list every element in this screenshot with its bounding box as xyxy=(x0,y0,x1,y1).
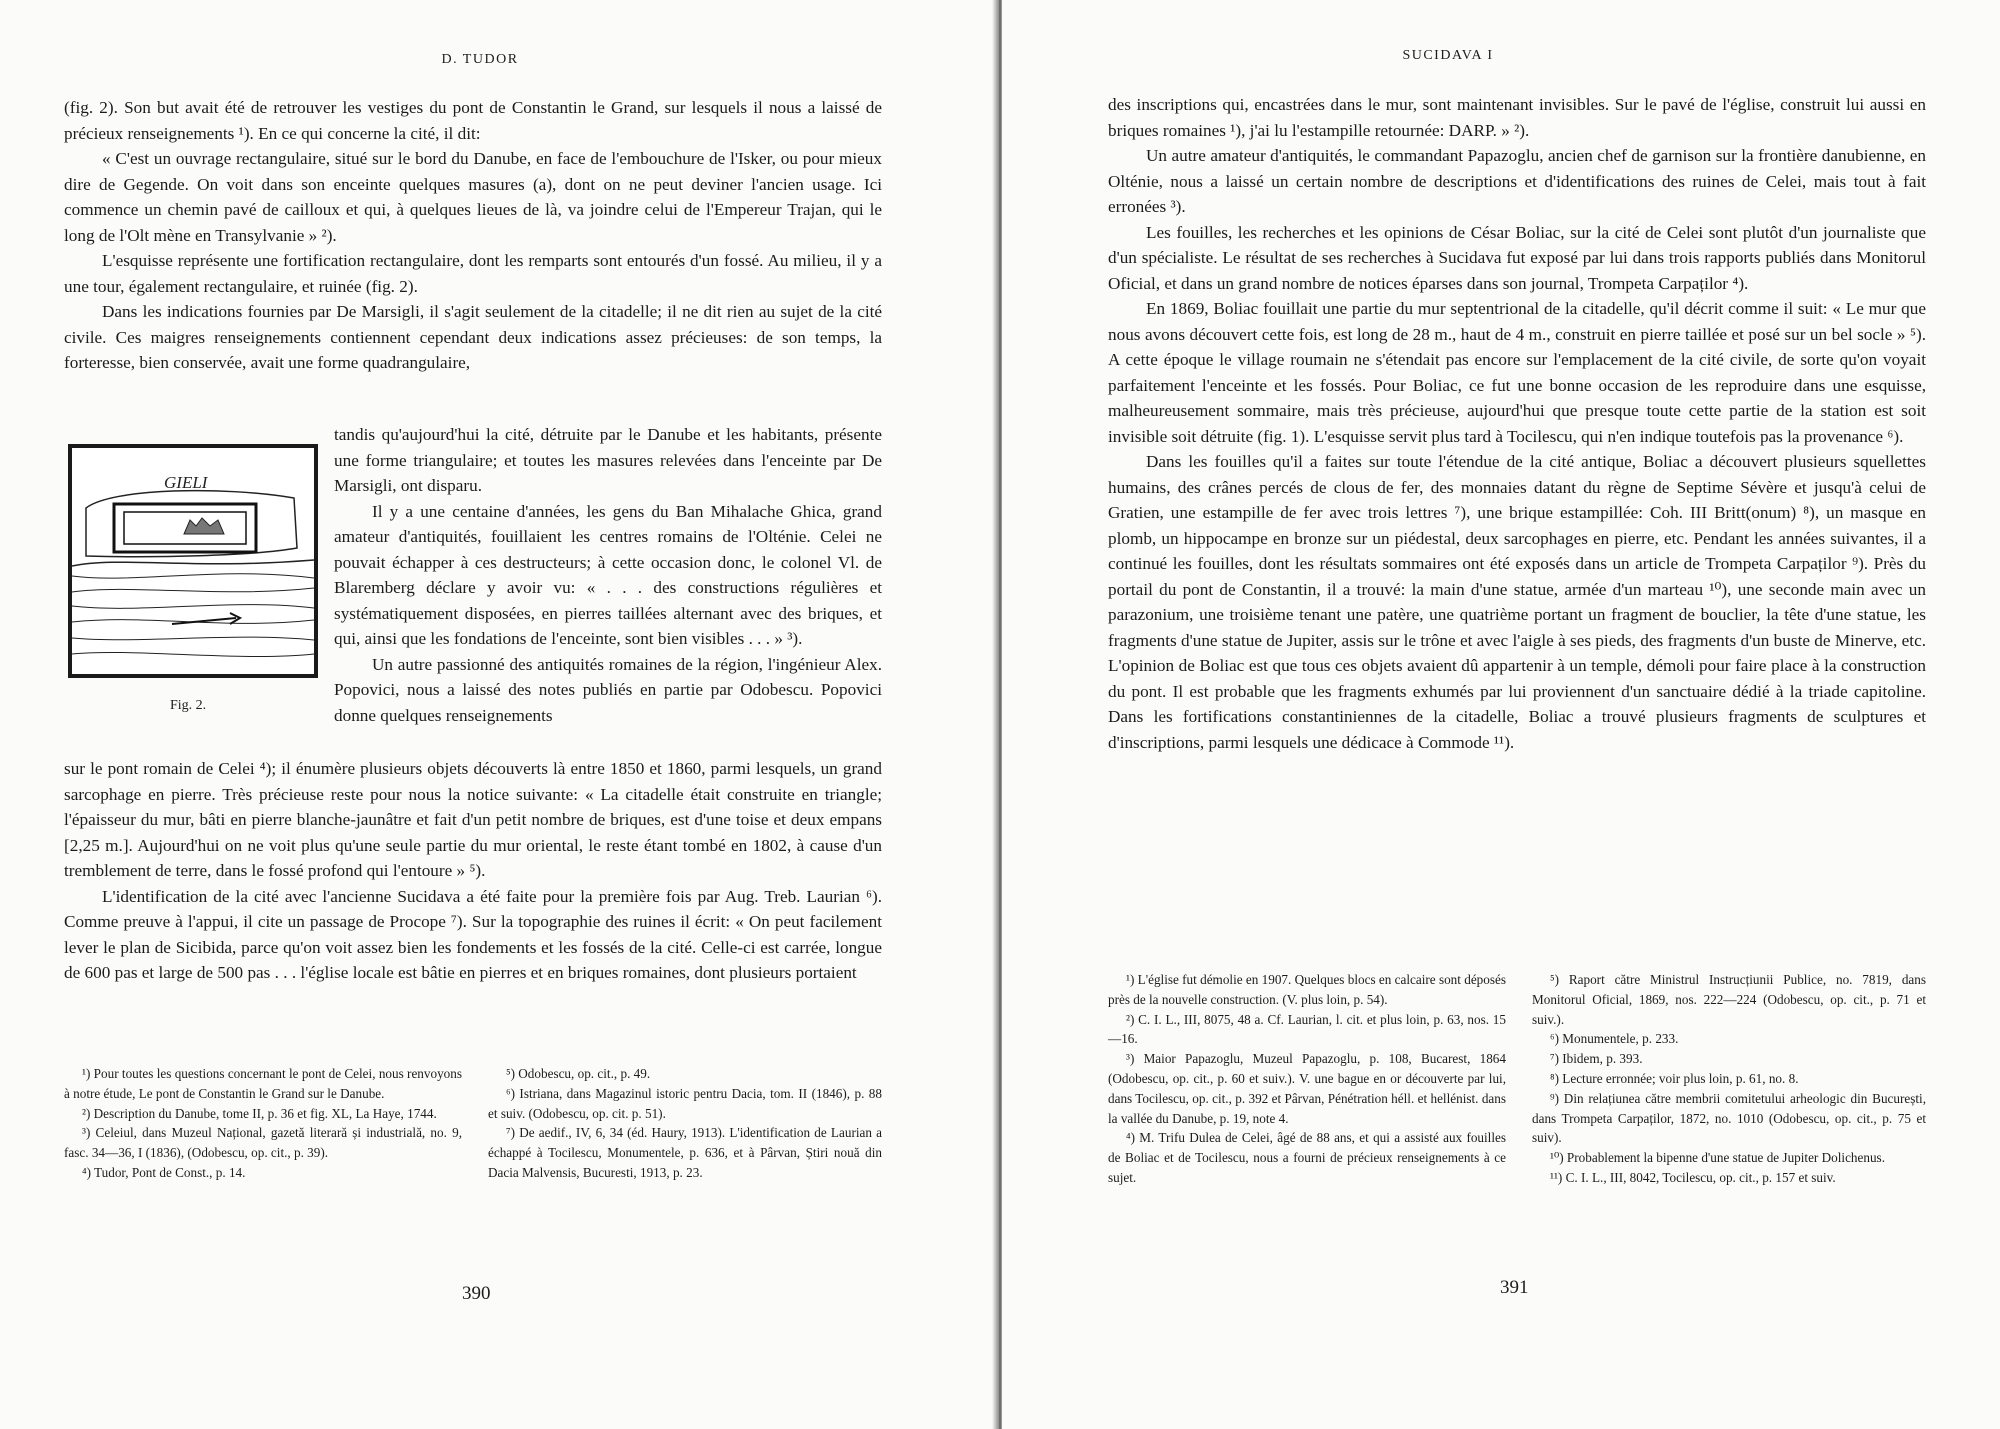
paragraph: (fig. 2). Son but avait été de retrouver les vestiges du pont de Constantin le Grand, sur lesquels il nous a laissé de précieux renseignements ¹). En ce qui concerne la cité, il dit: xyxy=(64,98,882,143)
paragraph: « C'est un ouvrage rectangulaire, situé sur le bord du Danube, en face de l'embouchure de l'Isker, ou pour mieux dire de Gegende. On voit dans son enceinte quelques masures (a), dont on ne peut deviner l'ancien usage. Ici commence un chemin pavé de cailloux et qui, à quelques lieues de là, va joindre celui de l'Empereur Trajan, qui le long de l'Olt mène en Transylvanie » ²). xyxy=(64,149,882,245)
footnote: ¹) Pour toutes les questions concernant le pont de Celei, nous renvoyons à notre étude, Le pont de Constantin le Grand sur le Danube. xyxy=(64,1066,462,1101)
paragraph: En 1869, Boliac fouillait une partie du mur septentrional de la citadelle, qu'il décrit comme il suit: « Le mur que nous avons découvert cette fois, est long de 28 m., haut de 4 m., construit en pierre taillée et posé sur un bel socle » ⁵). A cette époque le village roumain ne s'étendait pas encore sur l'emplacement de la cité civile, de sorte qu'on voyait parfaitement l'enceinte et les fossés. Pour Boliac, ce fut une bonne occasion de les reproduire dans une esquisse, malheureusement sommaire, mais très précieuse, aujourd'hui que presque toute cette partie de la station est soit invisible soit détruite (fig. 1). L'esquisse servit plus tard à Tocilescu, qui n'en indique toutefois pas la provenance ⁶). xyxy=(1108,299,1926,446)
figure-caption: Fig. 2. xyxy=(170,698,207,713)
footnote: ³) Maior Papazoglu, Muzeul Papazoglu, p. 108, Bucarest, 1864 (Odobescu, op. cit., p. 60 et suiv.). V. une bague en or découverte par lui, dans Tocilescu, op. cit., p. 392 et Pârvan, Pénétration héll. et hellénist. dans la vallée du Danube, p. 19, note 4. xyxy=(1108,1051,1506,1126)
paragraph: Il y a une centaine d'années, les gens du Ban Mihalache Ghica, grand amateur d'antiquités, fouillaient les centres romains de l'Olténie. Celei ne pouvait échapper à ces destructeurs; à cette occasion donc, le colonel Vl. de Blaremberg déclare y avoir vu: « . . . des constructions régulières et systématiquement disposées, en pierres taillées alternant avec des briques, et qui, ainsi que les fondations de l'enceinte, sont bien visibles . . . » ³). xyxy=(334,501,882,648)
right-body xyxy=(1108,92,1926,755)
left-page xyxy=(0,0,998,1429)
footnote: ⁴) M. Trifu Dulea de Celei, âgé de 88 ans, et qui a assisté aux fouilles de Boliac et de Tocilescu, nous a fourni de précieux renseignements à ce sujet. xyxy=(1108,1130,1506,1185)
paragraph: des inscriptions qui, encastrées dans le mur, sont maintenant invisibles. Sur le pavé de l'église, construit lui aussi en briques romaines ¹), j'ai lu l'estampille retournée: DARP. » ²). xyxy=(1108,95,1926,140)
right-footnotes xyxy=(1108,970,1926,1270)
footnote: ⁵) Odobescu, op. cit., p. 49. xyxy=(506,1066,651,1081)
footnote: ²) Description du Danube, tome II, p. 36 et fig. XL, La Haye, 1744. xyxy=(82,1105,437,1121)
page-number-right: 391 xyxy=(1500,1277,1529,1298)
footnote: ⁹) Din relațiunea către membrii comitetului arheologic din București, dans Trompeta Carpaților, 1872, no. 1010 (Odobescu, op. cit., p. 75 et suiv). xyxy=(1532,1090,1926,1146)
footnote: ¹⁰) Probablement la bipenne d'une statue de Jupiter Dolichenus. xyxy=(1550,1150,1885,1166)
paragraph: Dans les fouilles qu'il a faites sur toute l'étendue de la cité antique, Boliac a découvert plusieurs squellettes humains, des crânes percés de clous de fer, des monnaies datant du règne de Septime Sévère et jusqu'à celui de Gratien, une estampille de fer avec trois lettres ⁷), une brique estampillée: Coh. III Britt(onum) ⁸), un masque en plomb, un hippocampe en bronze sur un piédestal, deux sarcophages en pierre, etc. Pendant les années suivantes, il a continué les fouilles, dont les résultats sommaires ont été exposés dans un article de Trompeta Carpaților ⁹). Près du portail du pont de Constantin, il a trouvé: la main d'une statue, armée d'un marteau ¹⁰), une seconde main avec un parazonium, une troisième tenant une patère, une quatrième portant un fragment de bouclier, la tête d'une statue, les fragments d'une statue de Jupiter, assis sur le trône et avec l'aigle à ses pieds, des fragments d'un buste de Minerve, etc. L'opinion de Boliac est que tous ces objets avaient dû appartenir à un temple, démoli pour faire place à la construction du pont. Il est probable que les fragments exhumés par lui proviennent d'un sanctuaire dédié à la triade capitoline. Dans les fortifications constantiniennes de la citadelle, Boliac a trouvé plusieurs fragments de sculptures et d'inscriptions, parmi lesquels une dédicace à Commode ¹¹). xyxy=(1108,452,1926,752)
right-page xyxy=(1002,0,2000,1429)
left-body-wrap xyxy=(334,422,882,728)
footnote-column-1 xyxy=(64,1064,462,1183)
footnote-column-1 xyxy=(1108,970,1506,1188)
left-footnotes xyxy=(64,1064,882,1264)
footnote: ³) Celeiul, dans Muzeul Național, gazetă literară și industrială, no. 9, fasc. 34—36, I (1836), (Odobescu, op. cit., p. 39). xyxy=(64,1125,462,1161)
footnote: ⁷) Ibidem, p. 393. xyxy=(1550,1051,1643,1067)
paragraph: Un autre amateur d'antiquités, le commandant Papazoglu, ancien chef de garnison sur la frontière danubienne, en Olténie, nous a laissé un certain nombre de descriptions et d'identifications des ruines de Celei, mais tout à fait erronées ³). xyxy=(1108,146,1926,216)
footnote: ⁴) Tudor, Pont de Const., p. 14. xyxy=(82,1164,246,1180)
footnote: ⁷) De aedif., IV, 6, 34 (éd. Haury, 1913). L'identification de Laurian a échappé à Tocilescu, Monumentele, p. 636, et à Pârvan, Știri nouă din Dacia Malvensis, Bucuresti, 1913, p. 23. xyxy=(488,1125,882,1180)
footnote-column-2 xyxy=(488,1064,882,1183)
paragraph: Dans les indications fournies par De Marsigli, il s'agit seulement de la citadelle; il ne dit rien au sujet de la cité civile. Ces maigres renseignements contiennent cependant deux indications assez précieuses: de son temps, la forteresse, bien conservée, avait une forme quadrangulaire, xyxy=(64,302,882,372)
left-body-top xyxy=(64,95,882,376)
footnote: ¹) L'église fut démolie en 1907. Quelques blocs en calcaire sont déposés près de la nouvelle construction. (V. plus loin, p. 54). xyxy=(1108,972,1506,1007)
running-head-left: D. TUDOR xyxy=(441,52,519,67)
footnote: ²) C. I. L., III, 8075, 48 a. Cf. Laurian, l. cit. et plus loin, p. 63, nos. 15—16. xyxy=(1108,1011,1506,1047)
page-number-left: 390 xyxy=(462,1283,491,1304)
paragraph: sur le pont romain de Celei ⁴); il énumère plusieurs objets découverts là entre 1850 et 1860, parmi lesquels, un grand sarcophage en pierre. Très précieuse reste pour nous la notice suivante: « La citadelle était construite en triangle; l'épaisseur du mur, bâti en pierre blanche-jaunâtre et fait d'un petit nombre de briques, est d'une toise et deux empans [2,25 m.]. Aujourd'hui on ne voit plus qu'une seule partie du mur oriental, le reste étant tombé en 1802, à cause d'un tremblement de terre, dans le fossé profond qui l'entoure » ⁵). xyxy=(64,759,882,880)
paragraph: Les fouilles, les recherches et les opinions de César Boliac, sur la cité de Celei sont plutôt d'un journaliste que d'un spécialiste. Le résultat de ses recherches à Sucidava fut exposé par lui dans trois rapports publiés dans Monitorul Oficial, et dans un grand nombre de notices éparses dans son journal, Trompeta Carpaților ⁴). xyxy=(1108,222,1926,293)
footnote-column-2 xyxy=(1532,970,1926,1188)
paragraph: L'esquisse représente une fortification rectangulaire, dont les remparts sont entourés d'un fossé. Au milieu, il y a une tour, également rectangulaire, et ruinée (fig. 2). xyxy=(64,251,882,296)
paragraph: Un autre passionné des antiquités romaines de la région, l'ingénieur Alex. Popovici, nous a laissé des notes publiés en partie par Odobescu. Popovici donne quelques renseignements xyxy=(334,654,882,725)
paragraph: tandis qu'aujourd'hui la cité, détruite par le Danube et les habitants, présente une forme triangulaire; et toutes les masures relevées dans l'enceinte par De Marsigli, ont disparu. xyxy=(334,425,882,495)
left-body-bottom xyxy=(64,756,882,986)
footnote: ⁶) Istriana, dans Magazinul istoric pentru Dacia, tom. II (1846), p. 88 et suiv. (Odobescu, op. cit. p. 51). xyxy=(488,1085,882,1121)
footnote: ⁸) Lecture erronnée; voir plus loin, p. 61, no. 8. xyxy=(1550,1070,1799,1086)
footnote: ⁵) Raport către Ministrul Instrucțiunii Publice, no. 7819, dans Monitorul Oficial, 1869, nos. 222—224 (Odobescu, op. cit., p. 71 et suiv.). xyxy=(1532,972,1926,1027)
paragraph: L'identification de la cité avec l'ancienne Sucidava a été faite pour la première fois par Aug. Treb. Laurian ⁶). Comme preuve à l'appui, il cite un passage de Procope ⁷). Sur la topographie des ruines il écrit: « On peut facilement lever le plan de Sicibida, parce qu'on voit assez bien les fondements et les fossés de la cité. Celle-ci est carrée, longue de 600 pas et large de 500 pas . . . l'église locale est bâtie en pierres et en briques romaines, dont plusieurs portaient xyxy=(64,886,882,982)
figure-2-sketch xyxy=(68,444,318,678)
fortress-sketch-image xyxy=(72,448,314,674)
figure-label: GIELI xyxy=(164,473,208,492)
footnote: ¹¹) C. I. L., III, 8042, Tocilescu, op. cit., p. 157 et suiv. xyxy=(1550,1169,1836,1185)
running-head-right: SUCIDAVA I xyxy=(1402,48,1494,63)
footnote: ⁶) Monumentele, p. 233. xyxy=(1550,1031,1679,1047)
